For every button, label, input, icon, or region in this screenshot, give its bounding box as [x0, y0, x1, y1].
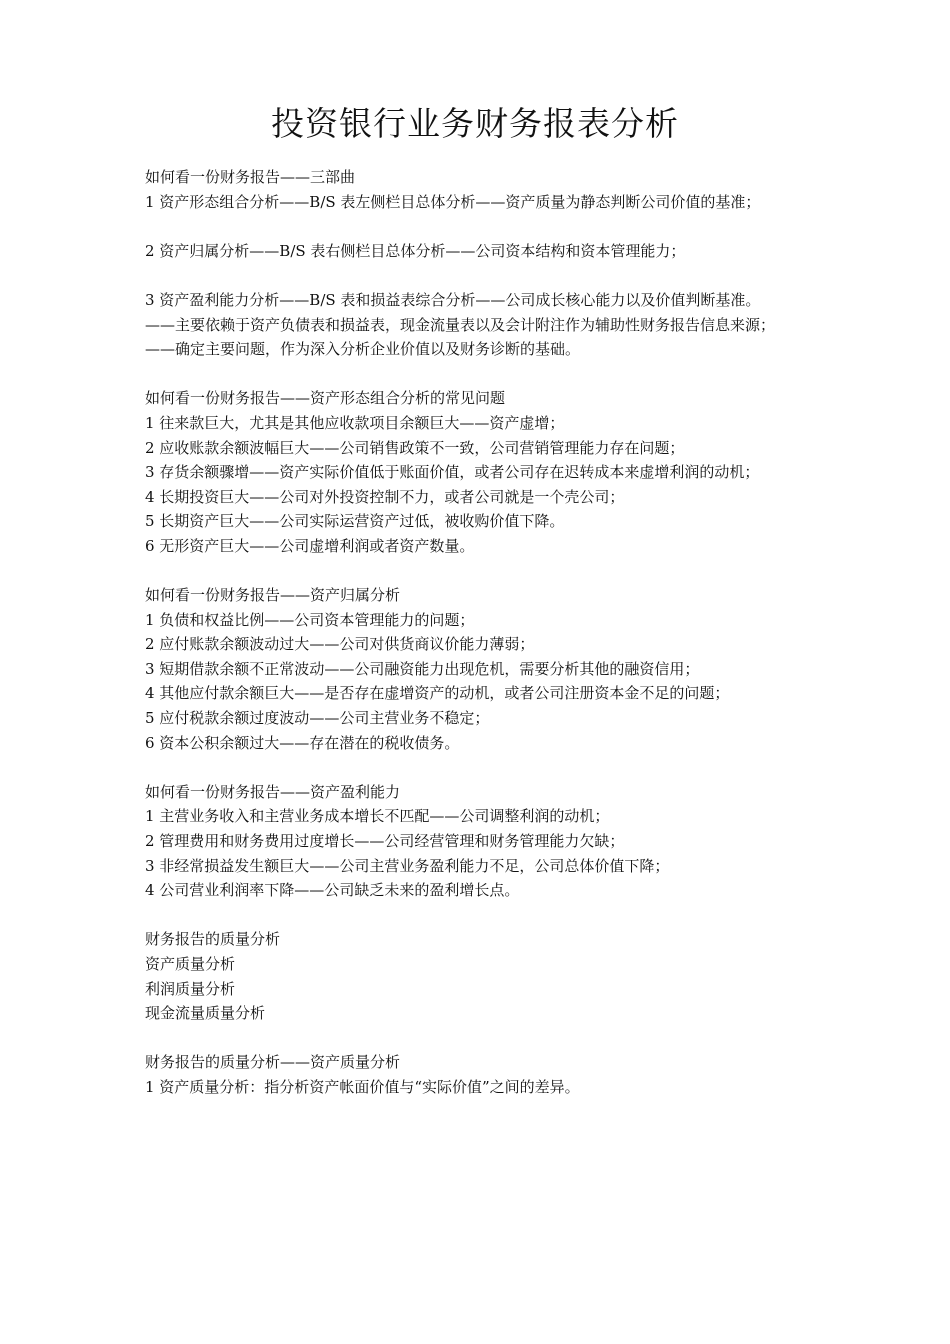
- list-item: 3 短期借款余额不正常波动——公司融资能力出现危机，需要分析其他的融资信用；: [145, 659, 700, 678]
- section-heading: 如何看一份财务报告——三部曲: [145, 168, 356, 186]
- list-item: 1 负债和权益比例——公司资本管理能力的问题；: [145, 610, 475, 629]
- document-title: 投资银行业务财务报表分析: [271, 104, 679, 143]
- section-gap: [145, 1026, 810, 1051]
- section-gap: [145, 903, 810, 928]
- section-heading: 如何看一份财务报告——资产归属分析: [145, 586, 401, 605]
- section-heading: 财务报告的质量分析: [145, 930, 281, 949]
- list-item: 资产质量分析: [145, 955, 236, 973]
- list-item: 4 其他应付款余额巨大——是否存在虚增资产的动机，或者公司注册资本金不足的问题；: [145, 684, 730, 703]
- section-heading: 财务报告的质量分析——资产质量分析: [145, 1053, 401, 1072]
- list-item: 6 无形资产巨大——公司虚增利润或者资产数量。: [145, 536, 475, 555]
- section-gap: [145, 755, 810, 780]
- list-item: 5 长期资产巨大——公司实际运营资产过低，被收购价值下降。: [145, 512, 565, 531]
- list-item: 3 非经常损益发生额巨大——公司主营业务盈利能力不足，公司总体价值下降；: [145, 856, 670, 875]
- list-item: 1 资产质量分析：指分析资产帐面价值与“实际价值”之间的差异。: [145, 1077, 580, 1096]
- list-item: 2 应付账款余额波动过大——公司对供货商议价能力薄弱；: [145, 635, 535, 654]
- list-item: 6 资本公积余额过大——存在潜在的税收债务。: [145, 733, 460, 752]
- section-asset-quality: [145, 1050, 810, 1099]
- list-item: 1 主营业务收入和主营业务成本增长不匹配——公司调整利润的动机；: [145, 807, 610, 826]
- section-asset-composition-issues: [145, 386, 810, 558]
- paragraph: ——主要依赖于资产负债表和损益表，现金流量表以及会计附注作为辅助性财务报告信息来源；: [145, 315, 776, 334]
- list-item: 4 长期投资巨大——公司对外投资控制不力，或者公司就是一个壳公司；: [145, 487, 625, 506]
- paragraph: ——确定主要问题，作为深入分析企业价值以及财务诊断的基础。: [145, 340, 581, 359]
- list-item: 5 应付税款余额过度波动——公司主营业务不稳定；: [145, 709, 490, 728]
- section-three-steps: [145, 165, 810, 362]
- list-item: 3 存货余额骤增——资产实际价值低于账面价值，或者公司存在迟转成本来虚增利润的动机；: [145, 463, 760, 482]
- section-heading: 如何看一份财务报告——资产盈利能力: [145, 782, 401, 801]
- section-heading: 如何看一份财务报告——资产形态组合分析的常见问题: [145, 389, 506, 408]
- section-gap: [145, 559, 810, 584]
- list-item: 4 公司营业利润率下降——公司缺乏未来的盈利增长点。: [145, 881, 520, 900]
- section-profitability: [145, 780, 810, 903]
- section-quality-analysis: [145, 927, 810, 1025]
- paragraph: 1 资产形态组合分析——B/S 表左侧栏目总体分析——资产质量为静态判断公司价值的基准；: [145, 192, 761, 211]
- list-item: 利润质量分析: [145, 979, 236, 998]
- paragraph: 2 资产归属分析——B/S 表右侧栏目总体分析——公司资本结构和资本管理能力；: [145, 241, 686, 260]
- list-item: 2 应收账款余额波幅巨大——公司销售政策不一致，公司营销管理能力存在问题；: [145, 438, 685, 457]
- list-item: 1 往来款巨大，尤其是其他应收款项目余额巨大——资产虚增；: [145, 413, 565, 432]
- section-gap: [145, 362, 810, 387]
- section-asset-ownership: [145, 583, 810, 755]
- paragraph: 3 资产盈利能力分析——B/S 表和损益表综合分析——公司成长核心能力以及价值判断基准。: [145, 290, 761, 309]
- blank-line: [145, 214, 810, 239]
- document-body: [145, 165, 810, 1100]
- list-item: 2 管理费用和财务费用过度增长——公司经营管理和财务管理能力欠缺；: [145, 832, 625, 851]
- blank-line: [145, 263, 810, 288]
- list-item: 现金流量质量分析: [145, 1004, 266, 1023]
